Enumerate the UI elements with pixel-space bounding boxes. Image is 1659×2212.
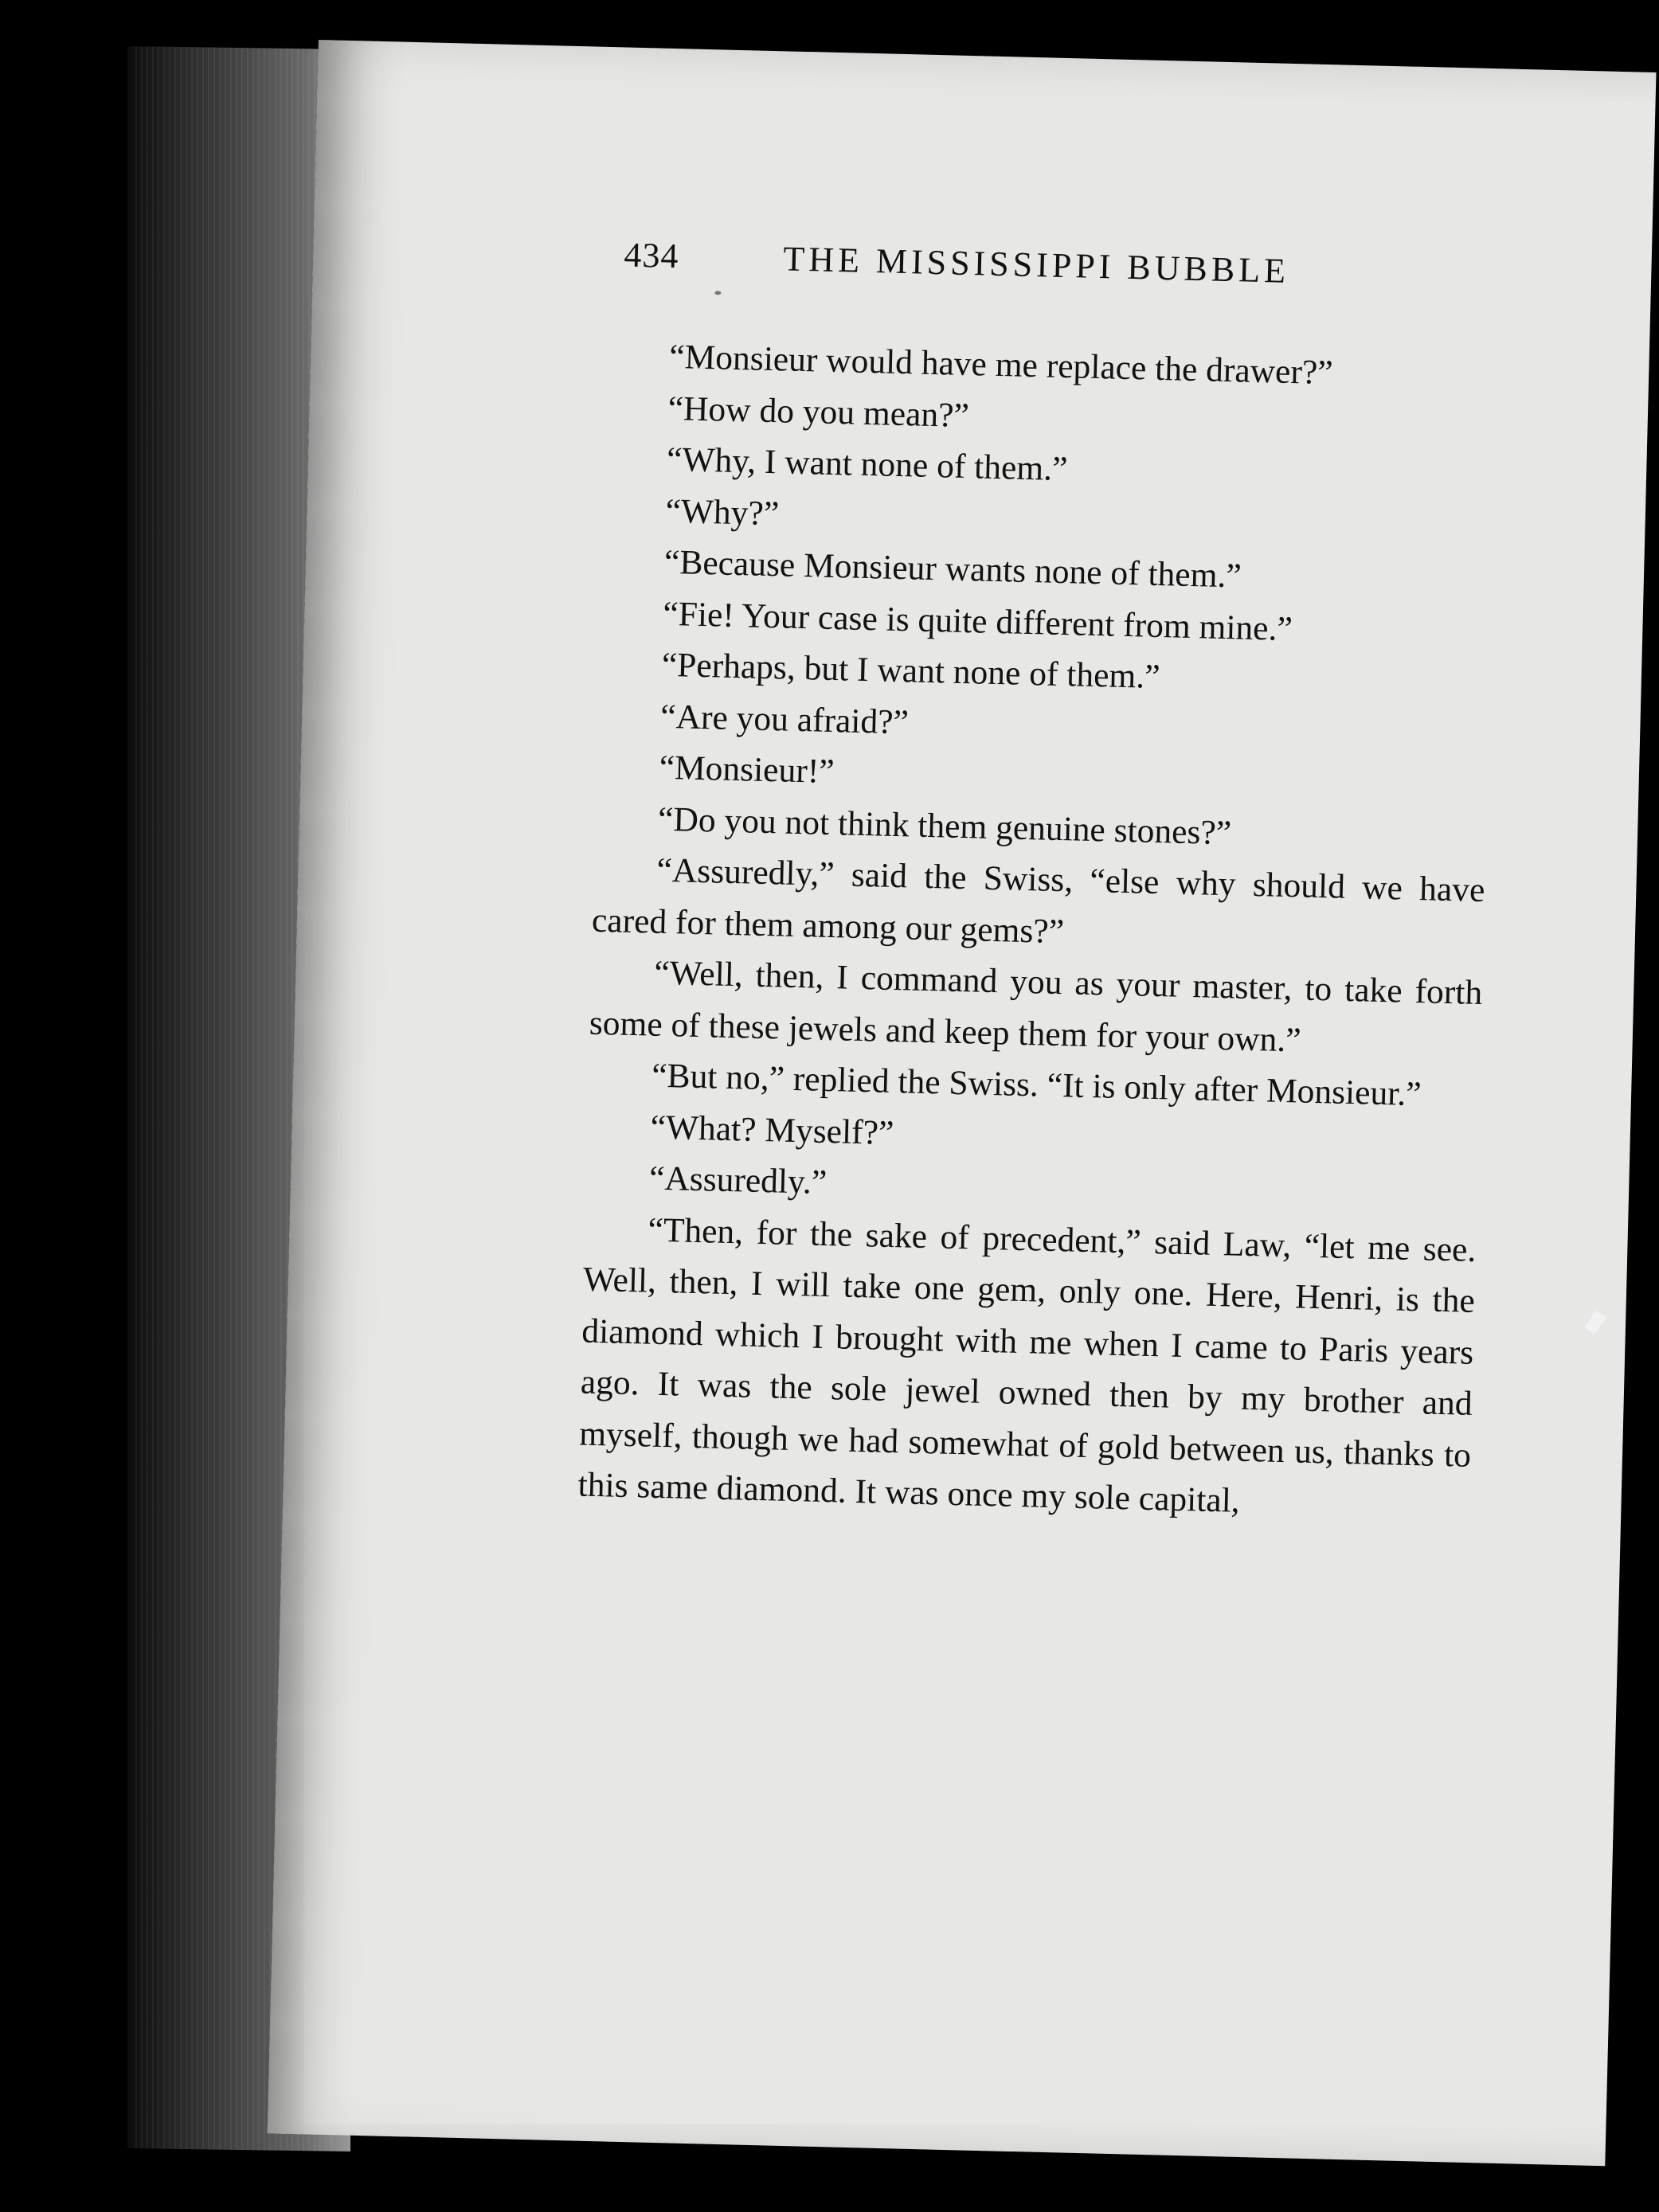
page-header (623, 234, 1580, 329)
paragraph: “How do you mean?” (667, 389, 970, 435)
paragraph: “Because Monsieur wants none of them.” (663, 542, 1242, 596)
paragraph: “Perhaps, but I want none of them.” (661, 645, 1161, 697)
paragraph: “Assuredly.” (648, 1159, 828, 1202)
paragraph: “What? Myself?” (650, 1108, 894, 1152)
paragraph: “Why?” (665, 491, 780, 533)
running-title: THE MISSISSIPPI BUBBLE (782, 239, 1290, 291)
page-number: 434 (623, 235, 680, 276)
paragraph: “But no,” replied the Swiss. “It is only after Monsieur.” (651, 1056, 1422, 1114)
paragraph: “Monsieur!” (659, 748, 835, 791)
paragraph: “Assuredly,” said the Swiss, “else why should we have cared for them among our gems?” (591, 850, 1485, 951)
paragraph: “Then, for the sake of precedent,” said Law, “let me see. Well, then, I will take one gem, only one. Here, Henri, is the diamond which I brought with me when I came to Paris years ago. It was the sole jewel owned then by my brother and myself, though we had somewhat of gold between us, thanks to this same diamond. It was once my sole capital, (577, 1210, 1477, 1520)
paragraph: “Fie! Your case is quite different from mine.” (662, 594, 1293, 648)
book-page (268, 40, 1657, 2166)
body-text (577, 330, 1498, 1532)
paragraph: “Well, then, I command you as your master, to take forth some of these jewels and keep them for your own.” (589, 953, 1483, 1060)
paragraph: “Monsieur would have me replace the drawer?” (668, 337, 1334, 393)
paragraph: “Do you not think them genuine stones?” (657, 799, 1232, 852)
paragraph: “Why, I want none of them.” (666, 440, 1068, 489)
paragraph: “Are you afraid?” (659, 697, 910, 741)
